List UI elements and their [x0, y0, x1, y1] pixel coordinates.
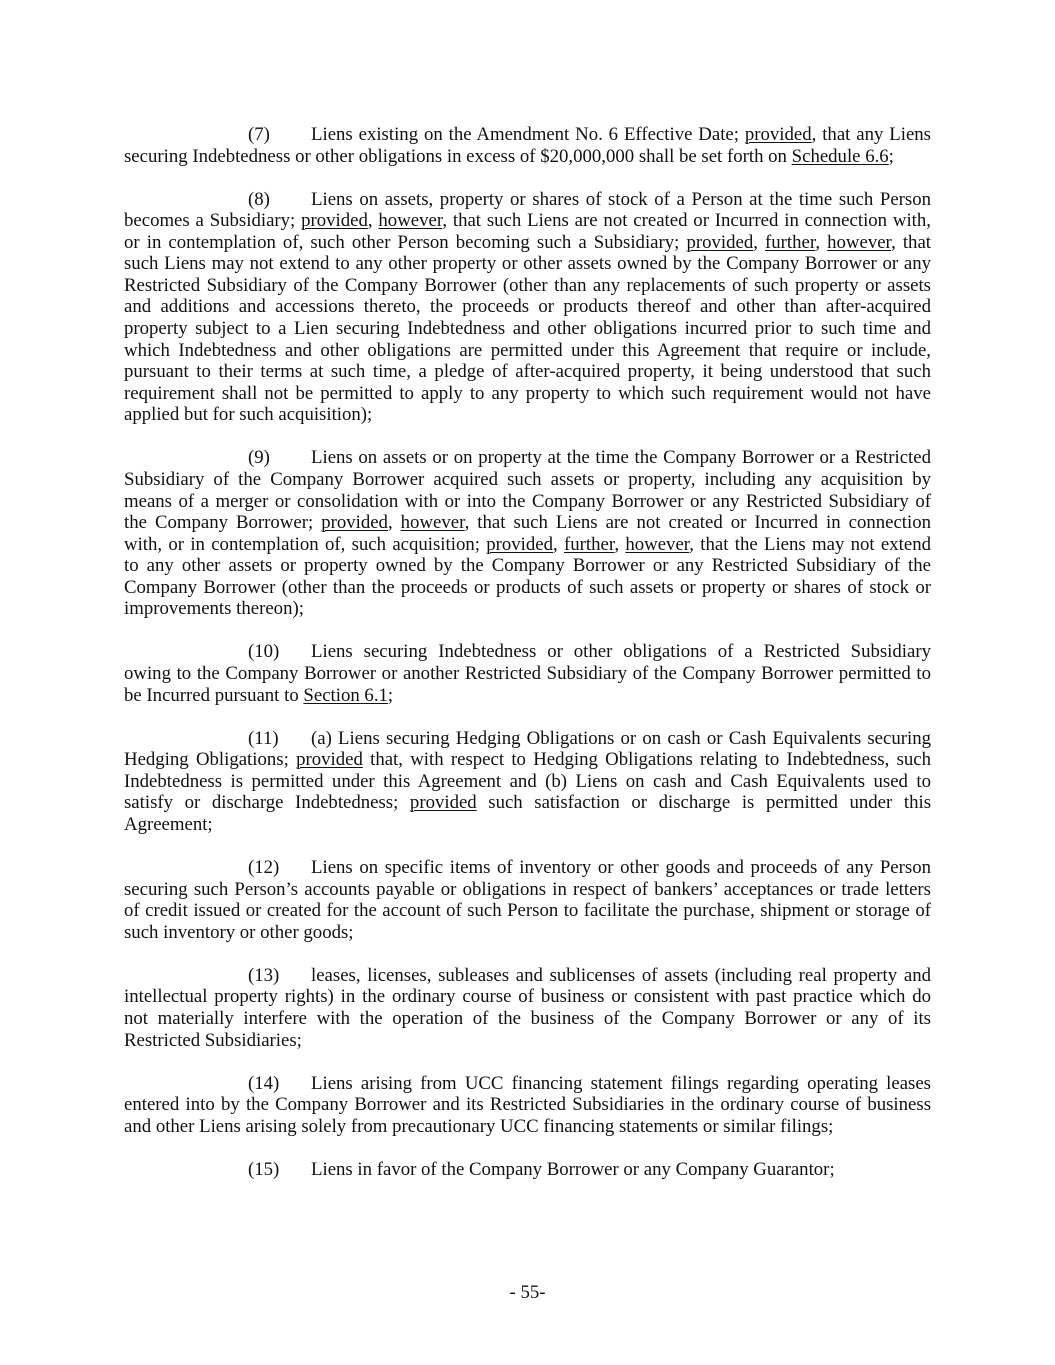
text-run: ,: [387, 512, 401, 534]
text-line: [124, 577, 931, 599]
text-run: ,: [815, 231, 828, 253]
text-line: [124, 361, 931, 383]
text-line: [124, 1008, 931, 1030]
underlined-term: however: [625, 533, 690, 555]
clause-paragraph: [124, 728, 931, 836]
text-run: , that the Liens may not extend: [689, 533, 931, 555]
document-body: [124, 124, 931, 1202]
text-run: securing Indebtedness or other obligations in excess of $20,000,000 shall be set forth on: [124, 145, 792, 167]
text-run: , that any Liens: [811, 124, 931, 145]
text-run: Restricted Subsidiaries;: [124, 1029, 302, 1051]
text-run: and other Liens arising solely from precautionary UCC financing statements or similar filings;: [124, 1115, 834, 1137]
text-line: [124, 728, 931, 750]
clause-number: (13): [248, 964, 280, 986]
text-line: [124, 771, 931, 793]
clause-number: (15): [248, 1158, 280, 1180]
underlined-term: however: [827, 231, 892, 253]
clause-paragraph: [124, 124, 931, 167]
text-run: Indebtedness is permitted under this Agreement and (b) Liens on cash and Cash Equivalents used to: [124, 770, 931, 792]
text-line: [124, 189, 931, 211]
text-line: [124, 296, 931, 318]
text-run: that, with respect to Hedging Obligations relating to Indebtedness, such: [362, 749, 931, 771]
text-run: Subsidiary of the Company Borrower acquired such assets or property, including any acquisition by: [124, 468, 931, 490]
text-run: Liens existing on the Amendment No. 6 Effective Date;: [311, 124, 745, 145]
text-line: [124, 749, 931, 771]
underlined-term: further: [564, 533, 615, 555]
text-line: [124, 1073, 931, 1095]
text-run: ;: [387, 684, 394, 706]
underlined-term: provided: [296, 749, 363, 771]
text-run: Agreement;: [124, 813, 213, 835]
text-run: pursuant to their terms at such time, a pledge of after-acquired property, it being understood that such: [124, 361, 931, 383]
text-line: [124, 469, 931, 491]
text-line: [124, 232, 931, 254]
text-run: owing to the Company Borrower or another Restricted Subsidiary of the Company Borrower permitted to: [124, 663, 931, 685]
text-line: [124, 555, 931, 577]
text-line: [124, 641, 931, 663]
clause-paragraph: [124, 447, 931, 620]
underlined-term: provided: [409, 792, 477, 814]
text-run: leases, licenses, subleases and sublicenses of assets (including real property and: [311, 964, 931, 986]
text-run: entered into by the Company Borrower and its Restricted Subsidiaries in the ordinary course of business: [124, 1094, 931, 1116]
text-run: applied but for such acquisition);: [124, 404, 373, 426]
text-run: , that: [891, 231, 932, 253]
text-run: the Company Borrower;: [124, 512, 322, 534]
text-run: , that such Liens are not created or Incurred in connection with,: [442, 210, 931, 232]
clause-paragraph: [124, 857, 931, 943]
text-line: [124, 383, 931, 405]
clause-paragraph: [124, 1159, 931, 1181]
text-run: means of a merger or consolidation with or into the Company Borrower or any Restricted Subsidiary of: [124, 490, 931, 512]
text-run: property subject to a Lien securing Indebtedness and other obligations incurred prior to such time and: [124, 318, 931, 340]
text-run: not materially interfere with the operation of the business of the Company Borrower or any of its: [124, 1007, 931, 1029]
text-run: improvements thereon);: [124, 598, 304, 620]
text-line: [124, 534, 931, 556]
text-line: [124, 512, 931, 534]
underlined-term: however: [378, 210, 443, 232]
text-run: Company Borrower (other than the proceeds or products of such assets or property or shares of stock or: [124, 576, 931, 598]
text-run: such satisfaction or discharge is permitted under this: [476, 792, 931, 814]
text-line: [124, 1116, 931, 1138]
text-line: [124, 1094, 931, 1116]
underlined-term: further: [765, 231, 816, 253]
text-line: [124, 814, 931, 836]
underlined-term: however: [400, 512, 465, 534]
text-run: satisfy or discharge Indebtedness;: [124, 792, 410, 814]
text-line: [124, 318, 931, 340]
text-run: Liens on specific items of inventory or other goods and proceeds of any Person: [311, 857, 931, 879]
text-line: [124, 857, 931, 879]
text-run: , that such Liens are not created or Incurred in connection: [464, 512, 932, 534]
text-run: ;: [888, 145, 894, 167]
text-line: [124, 491, 931, 513]
text-run: ,: [553, 533, 565, 555]
clause-number: (7): [248, 124, 270, 145]
underlined-term: Section 6.1: [303, 684, 388, 706]
text-line: [124, 124, 931, 146]
underlined-term: Schedule 6.6: [791, 145, 889, 167]
text-run: (a) Liens securing Hedging Obligations or on cash or Cash Equivalents securing: [311, 727, 931, 749]
clause-paragraph: [124, 1073, 931, 1138]
underlined-term: provided: [744, 124, 812, 145]
text-line: [124, 879, 931, 901]
text-line: [124, 210, 931, 232]
text-run: Hedging Obligations;: [124, 749, 297, 771]
text-line: [124, 598, 931, 620]
text-line: [124, 792, 931, 814]
text-line: [124, 663, 931, 685]
text-run: becomes a Subsidiary;: [124, 210, 302, 232]
clause-number: (12): [248, 857, 280, 879]
text-line: [124, 965, 931, 987]
text-line: [124, 447, 931, 469]
clause-number: (11): [248, 727, 279, 749]
text-run: be Incurred pursuant to: [124, 684, 304, 706]
underlined-term: provided: [321, 512, 388, 534]
underlined-term: provided: [686, 231, 754, 253]
clause-paragraph: [124, 189, 931, 426]
text-run: intellectual property rights) in the ordinary course of business or consistent with past practice which do: [124, 986, 931, 1008]
text-run: Restricted Subsidiary of the Company Borrower (other than any replacements of such property or assets: [124, 274, 931, 296]
text-run: such Liens may not extend to any other property or other assets owned by the Company Borrower or any: [124, 253, 931, 275]
text-line: [124, 922, 931, 944]
text-run: with, or in contemplation of, such acquisition;: [124, 533, 487, 555]
page-number: - 55-: [509, 1282, 546, 1303]
text-line: [124, 340, 931, 362]
underlined-term: provided: [486, 533, 554, 555]
text-run: ,: [614, 533, 626, 555]
clause-number: (9): [248, 447, 270, 469]
clause-number: (8): [248, 188, 270, 210]
underlined-term: provided: [301, 210, 368, 232]
text-run: Liens securing Indebtedness or other obligations of a Restricted Subsidiary: [311, 641, 931, 663]
text-run: requirement shall not be permitted to apply to any property to which such requirement would not have: [124, 382, 931, 404]
text-line: [124, 900, 931, 922]
text-line: [124, 1030, 931, 1052]
text-run: such inventory or other goods;: [124, 921, 354, 943]
text-run: of credit issued or created for the account of such Person to facilitate the purchase, shipment or storage of: [124, 900, 931, 922]
text-line: [124, 1159, 931, 1181]
text-run: securing such Person’s accounts payable or obligations in respect of bankers’ acceptances or trade letters: [124, 878, 931, 900]
text-run: Liens arising from UCC financing statement filings regarding operating leases: [311, 1072, 931, 1094]
text-run: Liens on assets, property or shares of stock of a Person at the time such Person: [311, 188, 931, 210]
clause-paragraph: [124, 965, 931, 1051]
text-line: [124, 986, 931, 1008]
text-run: ,: [753, 231, 765, 253]
text-run: Liens on assets or on property at the time the Company Borrower or a Restricted: [311, 447, 931, 469]
clause-number: (10): [248, 641, 280, 663]
clause-paragraph: [124, 641, 931, 706]
text-line: [124, 275, 931, 297]
text-run: which Indebtedness and other obligations are permitted under this Agreement that require or include,: [124, 339, 931, 361]
text-line: [124, 685, 931, 707]
text-run: and additions and accessions thereto, the proceeds or products thereof and other than after-acquired: [124, 296, 931, 318]
text-run: or in contemplation of, such other Person becoming such a Subsidiary;: [124, 231, 687, 253]
text-run: ,: [367, 210, 379, 232]
text-line: [124, 404, 931, 426]
text-run: to any other assets or property owned by the Company Borrower or any Restricted Subsidiary of the: [124, 555, 931, 577]
text-line: [124, 253, 931, 275]
clause-number: (14): [248, 1072, 280, 1094]
text-line: [124, 146, 931, 168]
text-run: Liens in favor of the Company Borrower or any Company Guarantor;: [311, 1158, 835, 1180]
